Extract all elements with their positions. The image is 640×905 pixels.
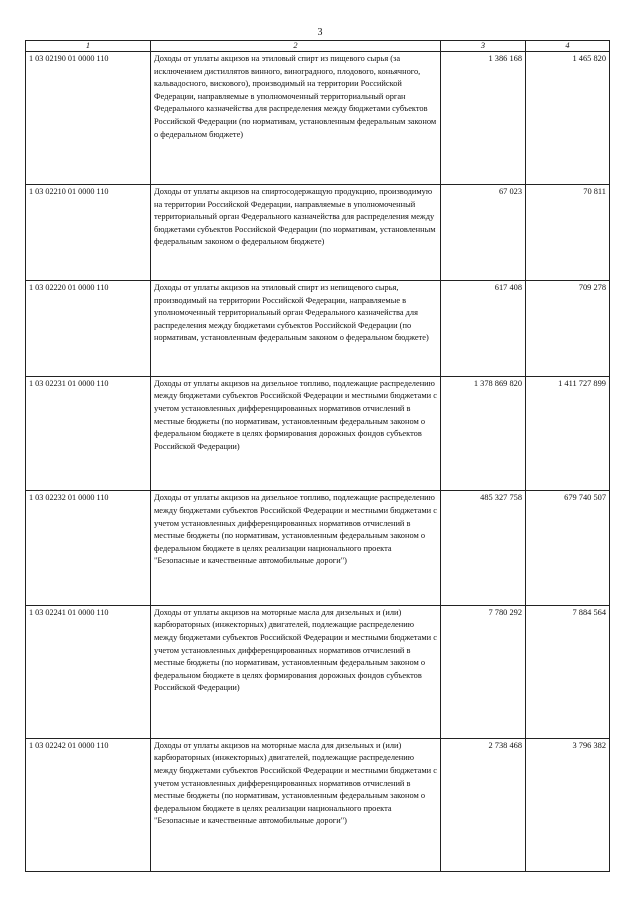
- amount-col3-cell: 1 378 869 820: [441, 376, 526, 490]
- column-header-1: 1: [26, 41, 151, 52]
- description-cell: Доходы от уплаты акцизов на спиртосодержащую продукцию, производимую на территории Российской Федерации, направляемые в уполномоченный территориальный орган Федерального казначейства для распределения между бюджетами субъектов Российской Федерации (по нормативам, установленным федеральным законом о федеральном бюджете): [151, 185, 441, 281]
- table-row: [26, 376, 610, 490]
- amount-col4-cell: 679 740 507: [526, 491, 610, 605]
- amount-col4-cell: 3 796 382: [526, 738, 610, 871]
- amount-col3-cell: 485 327 758: [441, 491, 526, 605]
- column-header-4: 4: [526, 41, 610, 52]
- revenue-table: [25, 40, 610, 872]
- budget-code-cell: 1 03 02241 01 0000 110: [26, 605, 151, 738]
- amount-col3-cell: 7 780 292: [441, 605, 526, 738]
- amount-col3-cell: 617 408: [441, 280, 526, 376]
- amount-col4-cell: 70 811: [526, 185, 610, 281]
- amount-col4-cell: 709 278: [526, 280, 610, 376]
- description-cell: Доходы от уплаты акцизов на дизельное топливо, подлежащие распределению между бюджетами субъектов Российской Федерации и местными бюджетами с учетом установленных дифференцированных нормативов отчислений в местные бюджеты (по нормативам, установленным федеральным законом о федеральном бюджете в целях реализации национального проекта "Безопасные и качественные автомобильные дороги"): [151, 491, 441, 605]
- table-row: [26, 185, 610, 281]
- budget-code-cell: 1 03 02232 01 0000 110: [26, 491, 151, 605]
- column-header-3: 3: [441, 41, 526, 52]
- amount-col4-cell: 1 465 820: [526, 52, 610, 185]
- table-header-row: [26, 41, 610, 52]
- amount-col4-cell: 7 884 564: [526, 605, 610, 738]
- amount-col3-cell: 1 386 168: [441, 52, 526, 185]
- budget-code-cell: 1 03 02242 01 0000 110: [26, 738, 151, 871]
- description-cell: Доходы от уплаты акцизов на моторные масла для дизельных и (или) карбюраторных (инжекторных) двигателей, подлежащие распределению между бюджетами субъектов Российской Федерации и местными бюджетами с учетом установленных дифференцированных нормативов отчислений в местные бюджеты (по нормативам, установленным федеральным законом о федеральном бюджете в целях формирования дорожных фондов субъектов Российской Федерации): [151, 605, 441, 738]
- description-cell: Доходы от уплаты акцизов на дизельное топливо, подлежащие распределению между бюджетами субъектов Российской Федерации и местными бюджетами с учетом установленных дифференцированных нормативов отчислений в местные бюджеты (по нормативам, установленным федеральным законом о федеральном бюджете в целях формирования дорожных фондов субъектов Российской Федерации): [151, 376, 441, 490]
- table-row: [26, 491, 610, 605]
- budget-code-cell: 1 03 02220 01 0000 110: [26, 280, 151, 376]
- table-row: [26, 52, 610, 185]
- amount-col3-cell: 2 738 468: [441, 738, 526, 871]
- page-number: 3: [317, 27, 323, 38]
- budget-code-cell: 1 03 02190 01 0000 110: [26, 52, 151, 185]
- budget-code-cell: 1 03 02210 01 0000 110: [26, 185, 151, 281]
- description-cell: Доходы от уплаты акцизов на этиловый спирт из непищевого сырья, производимый на территории Российской Федерации, направляемые в уполномоченный территориальный орган Федерального казначейства для распределения между бюджетами субъектов Российской Федерации (по нормативам, установленным федеральным законом о федеральном бюджете): [151, 280, 441, 376]
- amount-col3-cell: 67 023: [441, 185, 526, 281]
- table-row: [26, 738, 610, 871]
- table-row: [26, 605, 610, 738]
- amount-col4-cell: 1 411 727 899: [526, 376, 610, 490]
- column-header-2: 2: [151, 41, 441, 52]
- description-cell: Доходы от уплаты акцизов на моторные масла для дизельных и (или) карбюраторных (инжекторных) двигателей, подлежащие распределению между бюджетами субъектов Российской Федерации и местными бюджетами с учетом установленных дифференцированных нормативов отчислений в местные бюджеты (по нормативам, установленным федеральным законом о федеральном бюджете в целях реализации национального проекта "Безопасные и качественные автомобильные дороги"): [151, 738, 441, 871]
- budget-code-cell: 1 03 02231 01 0000 110: [26, 376, 151, 490]
- table-row: [26, 280, 610, 376]
- description-cell: Доходы от уплаты акцизов на этиловый спирт из пищевого сырья (за исключением дистиллятов винного, виноградного, плодового, коньячного, кальвадосного, вискового), производимый на территории Российской Федерации, направляемые в уполномоченный территориальный орган Федерального казначейства для распределения между бюджетами субъектов Российской Федерации (по нормативам, установленным федеральным законом о федеральном бюджете): [151, 52, 441, 185]
